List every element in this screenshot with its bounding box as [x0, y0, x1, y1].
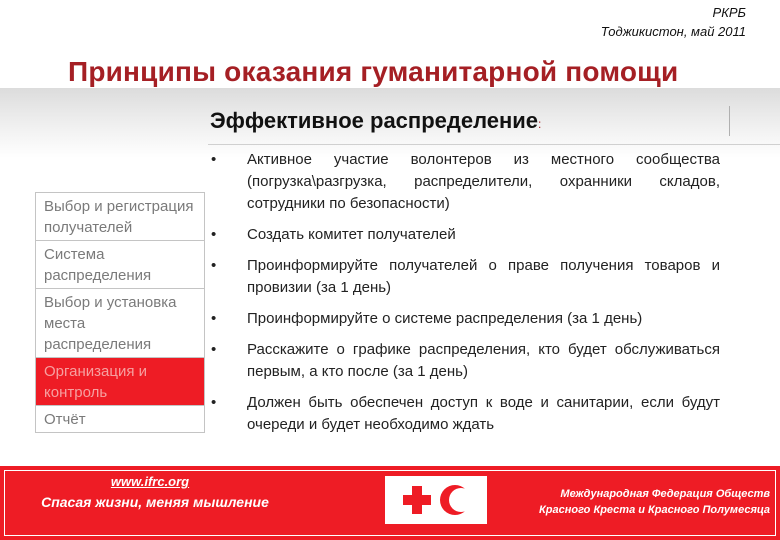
bullet-dot: •: [211, 151, 217, 168]
place-date: Тоджикистон, май 2011: [600, 24, 746, 39]
bullet-dot: •: [211, 341, 217, 358]
bullet-text: Проинформируйте о системе распределения (за 1 день): [247, 310, 643, 327]
footer-slogan: Спасая жизни, меняя мышление: [41, 494, 269, 510]
bullet-text: Расскажите о графике распределения, кто будет обслуживаться первым, а кто после (за 1 день): [247, 341, 720, 380]
bullet-dot: •: [211, 226, 217, 243]
footer-bar: [0, 463, 780, 540]
step-item: Выбор и регистрация получателей: [36, 193, 204, 241]
list-item: [210, 255, 720, 299]
bullet-text: Активное участие волонтеров из местного сообщества (погрузка\разгрузка, распределители, охранники складов, сотрудники по безопасности): [247, 151, 720, 212]
list-item: [210, 339, 720, 383]
list-item: [210, 149, 720, 215]
process-steps: [35, 192, 205, 433]
bullet-dot: •: [211, 257, 217, 274]
org-line-2: Красного Креста и Красного Полумесяца: [539, 504, 770, 516]
list-item: [210, 224, 720, 246]
website-link[interactable]: www.ifrc.org: [110, 474, 190, 489]
red-cross-red-crescent-logo-icon: [385, 476, 487, 524]
divider-horizontal: [208, 144, 780, 145]
list-item: [210, 392, 720, 436]
page-title: Принципы оказания гуманитарной помощи: [68, 56, 679, 87]
section-subtitle: [210, 108, 541, 134]
header-note: [601, 3, 746, 41]
step-item: Отчёт: [44, 411, 86, 428]
org-short: РКРБ: [712, 5, 746, 20]
subtitle-colon: :: [538, 117, 542, 131]
org-line-1: Международная Федерация Обществ: [560, 488, 770, 500]
step-item-active: Организация и контроль: [36, 358, 204, 406]
footer-organization: [500, 486, 770, 518]
step-item: Выбор и установка места распределения: [36, 289, 204, 358]
bullet-text: Проинформируйте получателей о праве получения товаров и провизии (за 1 день): [247, 257, 720, 296]
step-item: Система распределения: [36, 241, 204, 289]
bullet-text: Создать комитет получателей: [247, 226, 456, 243]
bullet-dot: •: [211, 394, 217, 411]
bullet-list: [210, 149, 720, 445]
bullet-text: Должен быть обеспечен доступ к воде и санитарии, если будут очереди и будет необходимо ждать: [247, 394, 720, 433]
divider-vertical: [729, 106, 730, 136]
subtitle-text: Эффективное распределение: [210, 108, 539, 133]
bullet-dot: •: [211, 310, 217, 327]
list-item: [210, 308, 720, 330]
